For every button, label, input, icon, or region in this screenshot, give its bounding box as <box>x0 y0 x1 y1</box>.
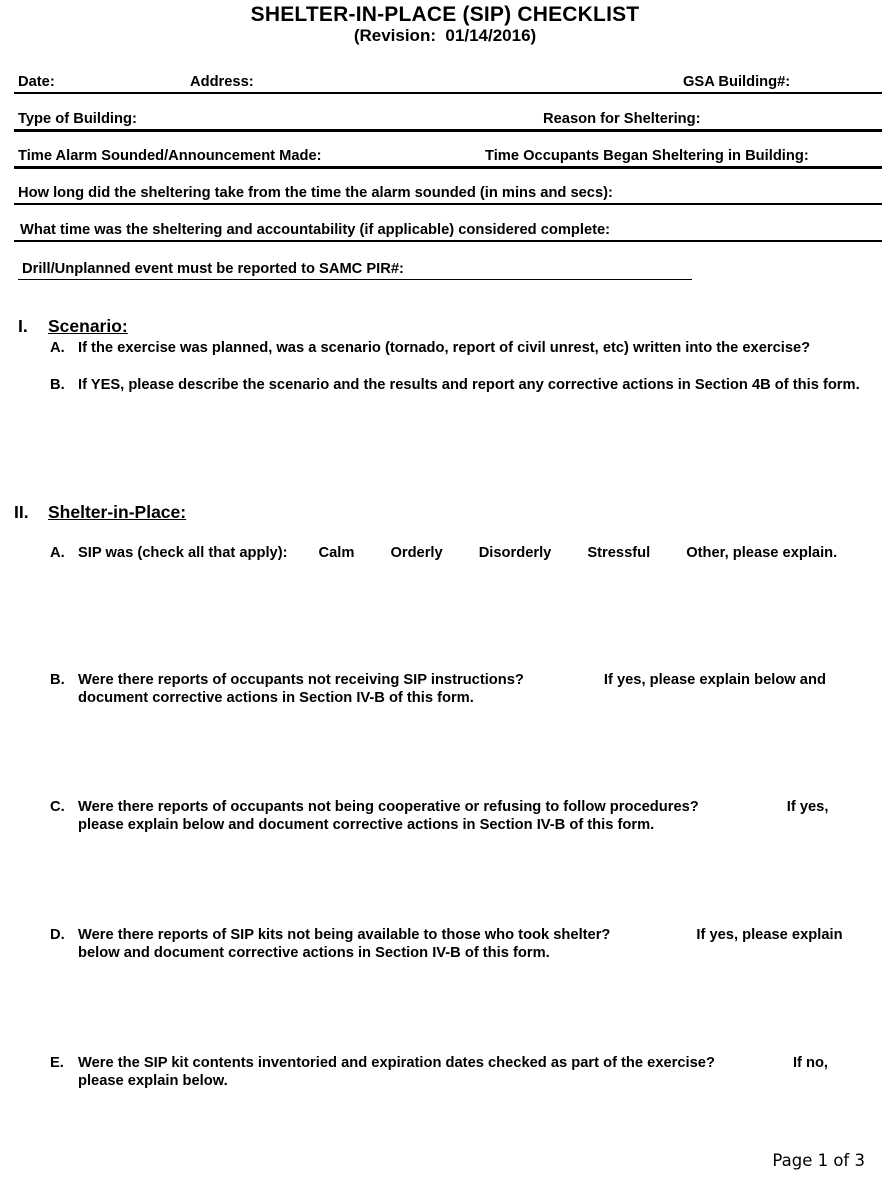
item-2c <box>50 798 862 834</box>
time-occupants-label: Time Occupants Began Sheltering in Building: <box>485 148 809 164</box>
item-2e-text <box>78 1054 862 1090</box>
section-2-title: Shelter-in-Place: <box>48 502 187 522</box>
item-2c-response-blank[interactable] <box>699 808 787 811</box>
item-2d <box>50 926 862 962</box>
item-2b-followup: If yes, please explain below and document corrective actions in Section IV-B of this form. <box>78 672 826 706</box>
item-2c-text <box>78 798 862 834</box>
time-occupants-blank-field[interactable] <box>840 146 882 166</box>
document-title: SHELTER-IN-PLACE (SIP) CHECKLIST <box>250 3 640 26</box>
gsa-building-blank-field[interactable] <box>792 72 882 92</box>
address-blank-field[interactable] <box>266 72 681 92</box>
option-disorderly[interactable]: Disorderly <box>478 545 552 561</box>
item-1b-text: If YES, please describe the scenario and the results and report any corrective actions in Section 4B of this form. <box>78 377 860 393</box>
what-time-blank-field[interactable] <box>690 220 882 240</box>
how-long-label: How long did the sheltering take from the time the alarm sounded (in mins and secs): <box>18 185 613 201</box>
type-of-building-label: Type of Building: <box>18 111 137 127</box>
item-2c-marker: C. <box>50 799 65 815</box>
field-row-drill-pir <box>18 259 692 280</box>
item-2e-question: Were the SIP kit contents inventoried and expiration dates checked as part of the exercise? <box>78 1055 715 1071</box>
item-2e <box>50 1054 862 1090</box>
time-alarm-label: Time Alarm Sounded/Announcement Made: <box>18 148 322 164</box>
item-2a <box>50 544 862 562</box>
item-2d-response-blank[interactable] <box>610 936 696 939</box>
reason-for-sheltering-blank-field[interactable] <box>717 109 882 129</box>
drill-pir-label: Drill/Unplanned event must be reported to SAMC PIR#: <box>22 261 404 277</box>
item-2d-text <box>78 926 862 962</box>
item-1b <box>50 376 862 394</box>
date-blank-field[interactable] <box>78 72 188 92</box>
section-2-numeral: II. <box>14 502 29 522</box>
gsa-building-label: GSA Building#: <box>683 74 791 90</box>
field-row-what-time <box>14 220 882 242</box>
item-2a-marker: A. <box>50 545 65 561</box>
item-1b-marker: B. <box>50 377 65 393</box>
field-row-building-reason <box>14 109 882 132</box>
field-row-date-address-gsa <box>14 72 882 94</box>
type-of-building-blank-field[interactable] <box>156 109 539 129</box>
item-2e-marker: E. <box>50 1055 64 1071</box>
item-2b-question: Were there reports of occupants not receiving SIP instructions? <box>78 672 524 688</box>
item-1a-marker: A. <box>50 340 65 356</box>
date-label: Date: <box>18 74 55 90</box>
item-2c-question: Were there reports of occupants not being cooperative or refusing to follow procedures? <box>78 799 699 815</box>
item-2a-lead: SIP was (check all that apply): <box>78 545 288 561</box>
reason-for-sheltering-label: Reason for Sheltering: <box>543 111 701 127</box>
item-2b-response-blank[interactable] <box>524 681 604 684</box>
time-alarm-blank-field[interactable] <box>338 146 481 166</box>
item-2a-text <box>78 544 862 562</box>
item-2d-marker: D. <box>50 927 65 943</box>
item-1a-text: If the exercise was planned, was a scenario (tornado, report of civil unrest, etc) written into the exercise? <box>78 340 811 356</box>
field-row-times <box>14 146 882 169</box>
what-time-label: What time was the sheltering and accountability (if applicable) considered complete: <box>20 222 611 238</box>
section-1-title: Scenario: <box>48 316 128 336</box>
drill-pir-blank-field[interactable] <box>462 259 692 279</box>
option-orderly[interactable]: Orderly <box>390 545 443 561</box>
how-long-blank-field[interactable] <box>698 183 882 203</box>
item-2b <box>50 671 862 707</box>
item-2b-text <box>78 671 862 707</box>
item-2c-followup: If yes, please explain below and document corrective actions in Section IV-B of this form. <box>78 799 829 833</box>
section-1-heading <box>0 315 400 337</box>
page-number: Page 1 of 3 <box>772 1151 865 1170</box>
option-stressful[interactable]: Stressful <box>587 545 651 561</box>
item-2e-followup: If no, please explain below. <box>78 1055 829 1089</box>
option-other[interactable]: Other, please explain. <box>686 545 838 561</box>
field-row-how-long <box>14 183 882 205</box>
address-label: Address: <box>190 74 254 90</box>
document-revision: (Revision: 01/14/2016) <box>353 26 537 45</box>
option-calm[interactable]: Calm <box>318 545 355 561</box>
section-1-numeral: I. <box>18 316 28 336</box>
item-1a <box>50 339 862 357</box>
item-2b-marker: B. <box>50 672 65 688</box>
item-2e-response-blank[interactable] <box>715 1064 793 1067</box>
item-2d-question: Were there reports of SIP kits not being available to those who took shelter? <box>78 927 611 943</box>
item-2d-followup: If yes, please explain below and document corrective actions in Section IV-B of this form. <box>78 927 843 961</box>
section-2-heading <box>0 501 400 523</box>
